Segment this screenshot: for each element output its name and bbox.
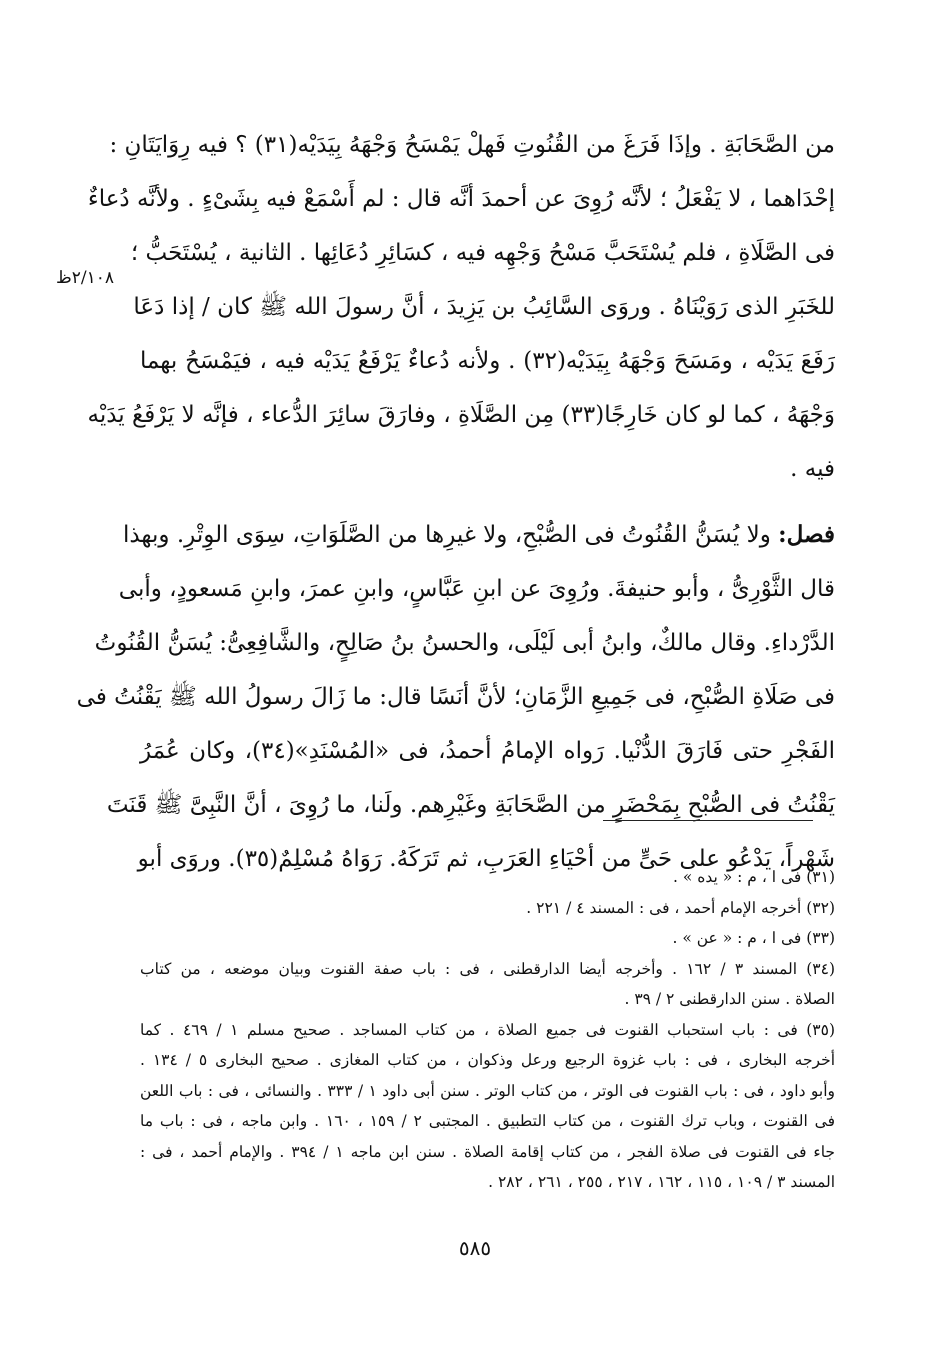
footnote-line: الصلاة . سنن الدارقطنى ٢ / ٣٩ . [624, 990, 835, 1008]
text-line: شَهْراً، يَدْعُو على حَىٍّ من أحْيَاءِ العَرَبِ، ثم تَرَكَهُ. رَوَاهُ مُسْلِمٌ(٣٥). وروَى أبو [137, 846, 835, 872]
footnote-line: جاء فى القنوت فى صلاة الفجر ، من كتاب إقامة الصلاة . سنن ابن ماجه ١ / ٣٩٤ . والإمام أحمد ، فى : [140, 1142, 836, 1161]
manuscript-folio-note: ٢/١٠٨ظ [56, 268, 114, 288]
text-line: للخَبَرِ الذى رَوَيْنَاهُ . وروَى السَّائِبُ بن يَزِيدَ ، أنَّ رسولَ الله ﷺ كان / إذا دَعَا [133, 294, 835, 320]
text-line: فى الصَّلَاةِ ، فلم يُسْتَحَبَّ مَسْحُ وَجْهِه فيه ، كسَائِرِ دُعَائِها . الثانية ، يُسْتَحَبُّ ؛ [130, 240, 835, 266]
paragraph-fasl [76, 508, 835, 886]
page-number: ٥٨٥ [458, 1236, 492, 1260]
section-first-line: ولا يُسَنُّ القُنُوتُ فى الصُّبْحِ، ولا غيرِها من الصَّلَوَاتِ، سِوَى الوِتْرِ. وبهذا [122, 522, 771, 548]
footnote-line: فى القنوت ، وباب ترك القنوت ، من كتاب التطبيق . المجتبى ٢ / ١٥٩ ، ١٦٠ . وابن ماجه ، فى : باب ما [140, 1112, 835, 1130]
text-line: وَجْهَهُ ، كما لو كان خَارِجًا(٣٣) مِن الصَّلَاةِ ، وفارَقَ سائِرَ الدُّعاء ، فإنَّه لا يَرْفَعُ يَدَيْه [87, 402, 835, 428]
text-line: فى صَلَاةِ الصُّبْحِ، فى جَمِيعِ الزَّمَانِ؛ لأنَّ أنَسًا قال: ما زَالَ رسولُ الله ﷺ يَقْنُتُ فى [76, 684, 835, 710]
text-line: من الصَّحَابَةِ . وإذَا فَرَغَ من القُنُوتِ فَهلْ يَمْسَحُ وَجْهَهُ بِيَدَيْه(٣١) ؟ فيه رِوَايَتَانِ : [109, 132, 835, 158]
footnote-line: أخرجه البخارى ، فى : باب غزوة الرجيع ورعل وذكوان ، من كتاب المغازى . صحيح البخارى ٥ / ١٣٤ . [140, 1051, 835, 1069]
footnotes [140, 862, 835, 1198]
text-line: الدَّرْداءِ. وقال مالكٌ، وابنُ أبى لَيْلَى، والحسنُ بنُ صَالِحٍ، والشَّافِعِىُّ: يُسَنُّ القُنُوتُ [94, 630, 835, 656]
footnote-line: المسند ٣ / ١٠٩ ، ١١٥ ، ١٦٢ ، ٢١٧ ، ٢٥٥ ، ٢٦١ ، ٢٨٢ . [488, 1173, 835, 1191]
paragraph-qunut-wiping [87, 118, 835, 496]
footnote-line: (٣٣) فى ا ، م : « عن » . [672, 929, 835, 947]
text-line: فيه . [790, 456, 835, 482]
footnote-line: (٣٢) أخرجه الإمام أحمد ، فى : المسند ٤ / ٢٢١ . [526, 898, 835, 917]
footnote-line: وأبو داود ، فى : باب القنوت فى الوتر ، من كتاب الوتر . سنن أبى داود ١ / ٣٣٣ . والنسائى ، فى : باب اللعن [140, 1081, 836, 1100]
text-line: يَقْنُتُ فى الصُّبْحِ بِمَحْضَرٍ من الصَّحَابَةِ وغَيْرِهم. ولَنا، ما رُوِىَ ، أنَّ النَّبِىَّ ﷺ قَنَتَ [106, 792, 835, 818]
footnote-line: (٣٥) فى : باب استحباب القنوت فى جميع الصلاة ، من كتاب المساجد . صحيح مسلم ١ / ٤٦٩ . كما [140, 1020, 836, 1039]
text-line: رَفَعَ يَدَيْه ، ومَسَحَ وَجْهَهُ بِيَدَيْه(٣٢) . ولأنه دُعاءٌ يَرْفَعُ يَدَيْه فيه ، فيَمْسَحُ بهما [140, 348, 835, 374]
text-line: إحْدَاهما ، لا يَفْعَلُ ؛ لأنَّه رُوِىَ عن أحمدَ أنَّه قال : لم أَسْمَعْ فيه بِشَىْءٍ . ولأنَّه دُعاءٌ [87, 186, 835, 212]
section-heading: فصل: [778, 521, 835, 548]
footnote-divider [603, 820, 813, 821]
footnote-line: (٣٤) المسند ٣ / ١٦٢ . وأخرجه أيضا الدارقطنى ، فى : باب صفة القنوت وبيان موضعه ، من كتاب [140, 959, 835, 978]
text-line: الفَجْرِ حتى فَارَقَ الدُّنْيا. رَواه الإمامُ أحمدُ، فى «المُسْنَدِ»(٣٤)، وكان عُمَرُ [140, 738, 835, 764]
text-line [122, 508, 835, 562]
text-line: قال الثَّوْرِىُّ ، وأبو حنيفةَ. ورُوِىَ عن ابنِ عَبَّاسٍ، وابنِ عمرَ، وابنِ مَسعودٍ، وأبى [118, 576, 835, 602]
footnote-line: (٣١) فى ا ، م : « يده » . [672, 868, 835, 886]
